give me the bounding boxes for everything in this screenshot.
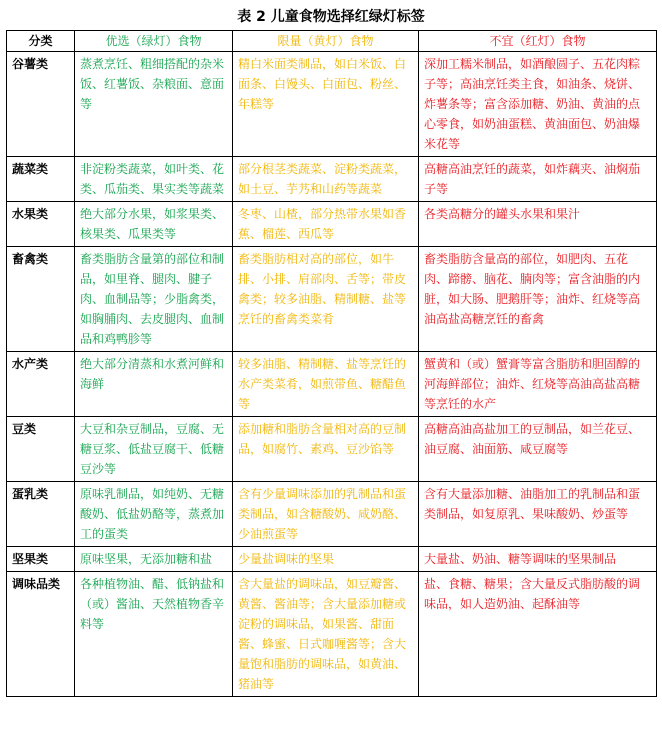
category-cell: 蔬菜类 bbox=[7, 157, 75, 202]
category-cell: 水产类 bbox=[7, 352, 75, 417]
header-green: 优选（绿灯）食物 bbox=[75, 31, 233, 52]
category-cell: 水果类 bbox=[7, 202, 75, 247]
yellow-cell: 畜类脂肪相对高的部位，如牛排、小排、肩部肉、舌等；带皮禽类；较多油脂、精制糖、盐等烹饪的畜禽类菜肴 bbox=[233, 247, 419, 352]
yellow-cell: 含有少量调味添加的乳制品和蛋类制品，如含糖酸奶、咸奶酪、少油煎蛋等 bbox=[233, 482, 419, 547]
red-cell: 蟹黄和（或）蟹膏等富含脂肪和胆固醇的河海鲜部位；油炸、红烧等高油高盐高糖等烹饪的水产 bbox=[419, 352, 657, 417]
red-cell: 高糖高油烹饪的蔬菜，如炸藕夹、油焖茄子等 bbox=[419, 157, 657, 202]
table-row bbox=[7, 202, 657, 247]
table-row bbox=[7, 352, 657, 417]
yellow-cell: 含大量盐的调味品，如豆瓣酱、黄酱、酱油等；含大量添加糖或淀粉的调味品，如果酱、甜面酱、蜂蜜、日式咖喱酱等；含大量饱和脂肪的调味品，如黄油、猪油等 bbox=[233, 572, 419, 697]
table-row bbox=[7, 52, 657, 157]
green-cell: 绝大部分水果，如浆果类、核果类、瓜果类等 bbox=[75, 202, 233, 247]
category-cell: 坚果类 bbox=[7, 547, 75, 572]
header-category: 分类 bbox=[7, 31, 75, 52]
red-cell: 畜类脂肪含量高的部位，如肥肉、五花肉、蹄髈、脑花、腩肉等；富含油脂的内脏，如大肠、肥鹅肝等；油炸、红烧等高油高盐高糖烹饪的畜禽 bbox=[419, 247, 657, 352]
category-cell: 畜禽类 bbox=[7, 247, 75, 352]
green-cell: 绝大部分清蒸和水煮河鲜和海鲜 bbox=[75, 352, 233, 417]
red-cell: 各类高糖分的罐头水果和果汁 bbox=[419, 202, 657, 247]
green-cell: 非淀粉类蔬菜，如叶类、花类、瓜茄类、果实类等蔬菜 bbox=[75, 157, 233, 202]
header-yellow: 限量（黄灯）食物 bbox=[233, 31, 419, 52]
red-cell: 高糖高油高盐加工的豆制品，如兰花豆、油豆腐、油面筋、咸豆腐等 bbox=[419, 417, 657, 482]
table-row bbox=[7, 247, 657, 352]
green-cell: 蒸煮烹饪、粗细搭配的杂米饭、红薯饭、杂粮面、意面等 bbox=[75, 52, 233, 157]
green-cell: 畜类脂肪含量第的部位和制品，如里脊、腿肉、腱子肉、血制品等；少脂禽类，如胸脯肉、去皮腿肉、血制品和鸡鸭胗等 bbox=[75, 247, 233, 352]
green-cell: 原味乳制品，如纯奶、无糖酸奶、低盐奶酪等，蒸煮加工的蛋类 bbox=[75, 482, 233, 547]
yellow-cell: 添加糖和脂肪含量相对高的豆制品，如腐竹、素鸡、豆沙馅等 bbox=[233, 417, 419, 482]
food-traffic-light-table bbox=[6, 30, 657, 697]
table-title: 表 2 儿童食物选择红绿灯标签 bbox=[237, 9, 425, 25]
red-cell: 盐、食糖、糖果；含大量反式脂肪酸的调味品，如人造奶油、起酥油等 bbox=[419, 572, 657, 697]
category-cell: 蛋乳类 bbox=[7, 482, 75, 547]
red-cell: 大量盐、奶油、糖等调味的坚果制品 bbox=[419, 547, 657, 572]
yellow-cell: 部分根茎类蔬菜、淀粉类蔬菜，如土豆、芋艿和山药等蔬菜 bbox=[233, 157, 419, 202]
green-cell: 大豆和杂豆制品，豆腐、无糖豆浆、低盐豆腐干、低糖豆沙等 bbox=[75, 417, 233, 482]
header-red: 不宜（红灯）食物 bbox=[419, 31, 657, 52]
table-row bbox=[7, 547, 657, 572]
category-cell: 调味品类 bbox=[7, 572, 75, 697]
table-row bbox=[7, 157, 657, 202]
table-row bbox=[7, 482, 657, 547]
green-cell: 原味坚果，无添加糖和盐 bbox=[75, 547, 233, 572]
yellow-cell: 较多油脂、精制糖、盐等烹饪的水产类菜肴，如煎带鱼、糖醋鱼等 bbox=[233, 352, 419, 417]
red-cell: 深加工糯米制品，如酒酿圆子、五花肉粽子等；高油烹饪类主食，如油条、烧饼、炸薯条等；富含添加糖、奶油、黄油的点心零食，如奶油蛋糕、黄油面包、奶油爆米花等 bbox=[419, 52, 657, 157]
yellow-cell: 精白米面类制品，如白米饭、白面条、白馒头、白面包、粉丝、年糕等 bbox=[233, 52, 419, 157]
yellow-cell: 少量盐调味的坚果 bbox=[233, 547, 419, 572]
header-row bbox=[7, 31, 657, 52]
table-row bbox=[7, 572, 657, 697]
category-cell: 谷薯类 bbox=[7, 52, 75, 157]
green-cell: 各种植物油、醋、低钠盐和（或）酱油、天然植物香辛料等 bbox=[75, 572, 233, 697]
red-cell: 含有大量添加糖、油脂加工的乳制品和蛋类制品，如复原乳、果味酸奶、炒蛋等 bbox=[419, 482, 657, 547]
category-cell: 豆类 bbox=[7, 417, 75, 482]
table-row bbox=[7, 417, 657, 482]
yellow-cell: 冬枣、山楂，部分热带水果如香蕉、榴莲、西瓜等 bbox=[233, 202, 419, 247]
